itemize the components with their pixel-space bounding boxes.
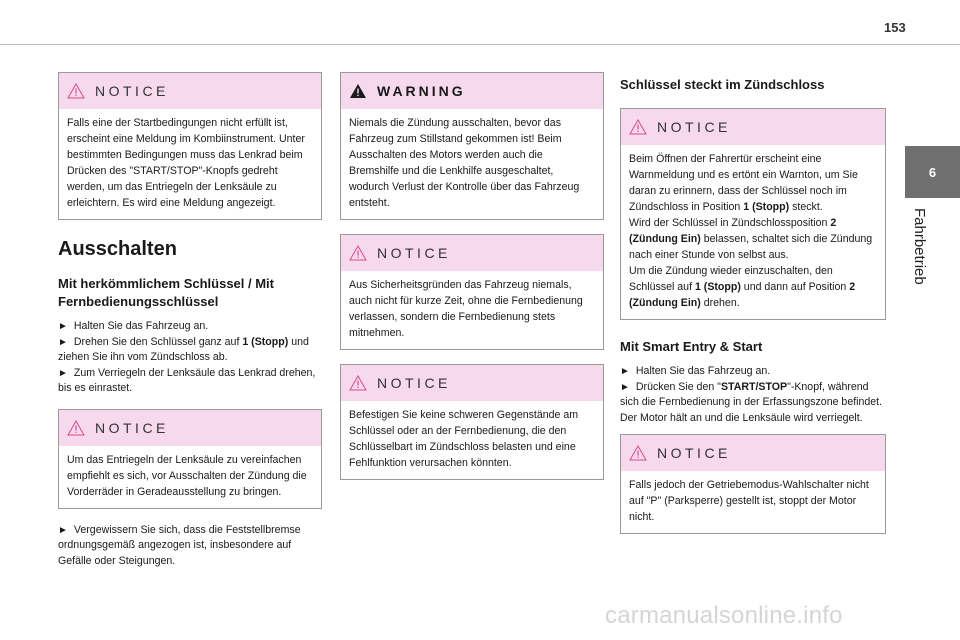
warning-triangle-outline-icon (629, 119, 647, 135)
notice-title: NOTICE (377, 375, 451, 391)
subheading: Mit Smart Entry & Start (620, 339, 763, 354)
page-number: 153 (884, 20, 906, 35)
notice-text: Befestigen Sie keine schweren Gegenstände am Schlüssel oder an der Fernbedienung, die den Schlüsselbart im Zündschloss belasten und eine Fehlfunktion verursachen könnten. (349, 409, 579, 469)
notice-header (59, 410, 321, 446)
step-item: ► Zum Verriegeln der Lenksäule das Lenkrad drehen, bis es einrastet. (58, 366, 316, 394)
step-item: ► Halten Sie das Fahrzeug an. (620, 365, 771, 377)
arrow-right-icon: ► (58, 367, 68, 379)
arrow-right-icon: ► (58, 321, 68, 332)
notice-header (621, 435, 885, 471)
section-title: Ausschalten (58, 238, 177, 260)
notice-box (58, 409, 322, 509)
subheading: Schlüssel steckt im Zündschloss (620, 77, 825, 92)
arrow-right-icon: ► (620, 381, 630, 393)
step-item: ► Halten Sie das Fahrzeug an. (58, 320, 209, 332)
warning-header (341, 73, 603, 109)
column-1 (58, 72, 322, 581)
notice-title: NOTICE (657, 119, 731, 135)
warning-triangle-outline-icon (349, 375, 367, 391)
chapter-tab[interactable] (905, 146, 960, 198)
arrow-right-icon: ► (58, 336, 68, 348)
notice-text: Beim Öffnen der Fahrertür erscheint eine Warnmeldung und es ertönt ein Warnton, um Sie daran zu erinnern, dass der Schlüssel noch im Zündschloss in Position 1 (Stopp) steckt. Wird der Schlüssel in Zündschlossposition 2 (Zündung Ein) belassen, schaltet sich die Zündung nach einer Stunde von selbst aus. Um die Zündung wieder einzuschalten, den Schlüssel auf 1 (Stopp) und dann auf Position 2 (Zündung Ein) drehen. (629, 153, 873, 309)
notice-box (340, 364, 604, 480)
chapter-number: 6 (928, 164, 937, 180)
notice-header (341, 365, 603, 401)
warning-triangle-filled-icon (349, 83, 367, 99)
notice-box (58, 72, 322, 220)
notice-title: NOTICE (95, 419, 169, 436)
warning-text: Niemals die Zündung ausschalten, bevor das Fahrzeug zum Stillstand gekommen ist! Beim Ausschalten des Motors werden auch die Bremshilfe und die Lenkhilfe ausgeschaltet, wodurch Verlust der Kontrolle über das Fahrzeug entsteht. (349, 117, 580, 209)
notice-title: NOTICE (377, 245, 451, 261)
after-steps-text: Der Motor hält an und die Lenksäule wird verriegelt. (620, 411, 863, 424)
step-item: ► Drehen Sie den Schlüssel ganz auf 1 (Stopp) und ziehen Sie ihn vom Zündschloss ab. (58, 335, 309, 363)
warning-box (340, 72, 604, 220)
warning-triangle-outline-icon (67, 420, 85, 436)
steps-list (58, 319, 322, 397)
warning-triangle-outline-icon (349, 245, 367, 261)
notice-header (341, 235, 603, 271)
notice-box (620, 108, 886, 320)
arrow-right-icon: ► (620, 366, 630, 377)
watermark: carmanualsonline.info (605, 602, 843, 629)
warning-title: WARNING (377, 83, 466, 99)
notice-text: Falls jedoch der Getriebemodus-Wahlschalter nicht auf "P" (Parksperre) gestellt ist, stoppt der Motor nicht. (629, 479, 869, 523)
notice-box (340, 234, 604, 350)
step-item: ► Drücken Sie den "START/STOP"-Knopf, während sich die Fernbedienung in der Erfassungszone befindet. (620, 380, 883, 408)
notice-header (621, 109, 885, 145)
notice-text: Falls eine der Startbedingungen nicht erfüllt ist, erscheint eine Meldung im Kombiinstrument. Unter bestimmten Bedingungen muss das Lenkrad beim Drücken des "START/STOP"-Knopfs gedreht werden, um das Entriegeln der Lenksäule zu erleichtern. Es wird eine Meldung angezeigt. (67, 117, 305, 209)
column-2 (340, 72, 604, 494)
notice-text: Um das Entriegeln der Lenksäule zu vereinfachen empfiehlt es sich, vor Ausschalten der Zündung die Vorderräder in Geradeausstellung zu bringen. (67, 453, 307, 498)
final-step: ► Vergewissern Sie sich, dass die Feststellbremse ordnungsgemäß angezogen ist, insbesondere auf Gefälle oder Steigungen. (58, 523, 301, 567)
notice-text: Aus Sicherheitsgründen das Fahrzeug niemals, auch nicht für kurze Zeit, ohne die Fernbedienung verlassen, sondern die Fernbedienung stets mitnehmen. (349, 279, 583, 339)
arrow-right-icon: ► (58, 524, 68, 536)
steps-list (620, 364, 886, 426)
column-3 (620, 72, 886, 548)
subheading: Mit herkömmlichem Schlüssel / Mit Fernbedienungsschlüssel (58, 276, 274, 309)
chapter-title: Fahrbetrieb (911, 208, 928, 285)
notice-title: NOTICE (95, 83, 169, 99)
notice-header (59, 73, 321, 109)
top-rule (0, 44, 960, 45)
notice-title: NOTICE (657, 445, 731, 461)
warning-triangle-outline-icon (67, 83, 85, 99)
warning-triangle-outline-icon (629, 445, 647, 461)
notice-box (620, 434, 886, 534)
